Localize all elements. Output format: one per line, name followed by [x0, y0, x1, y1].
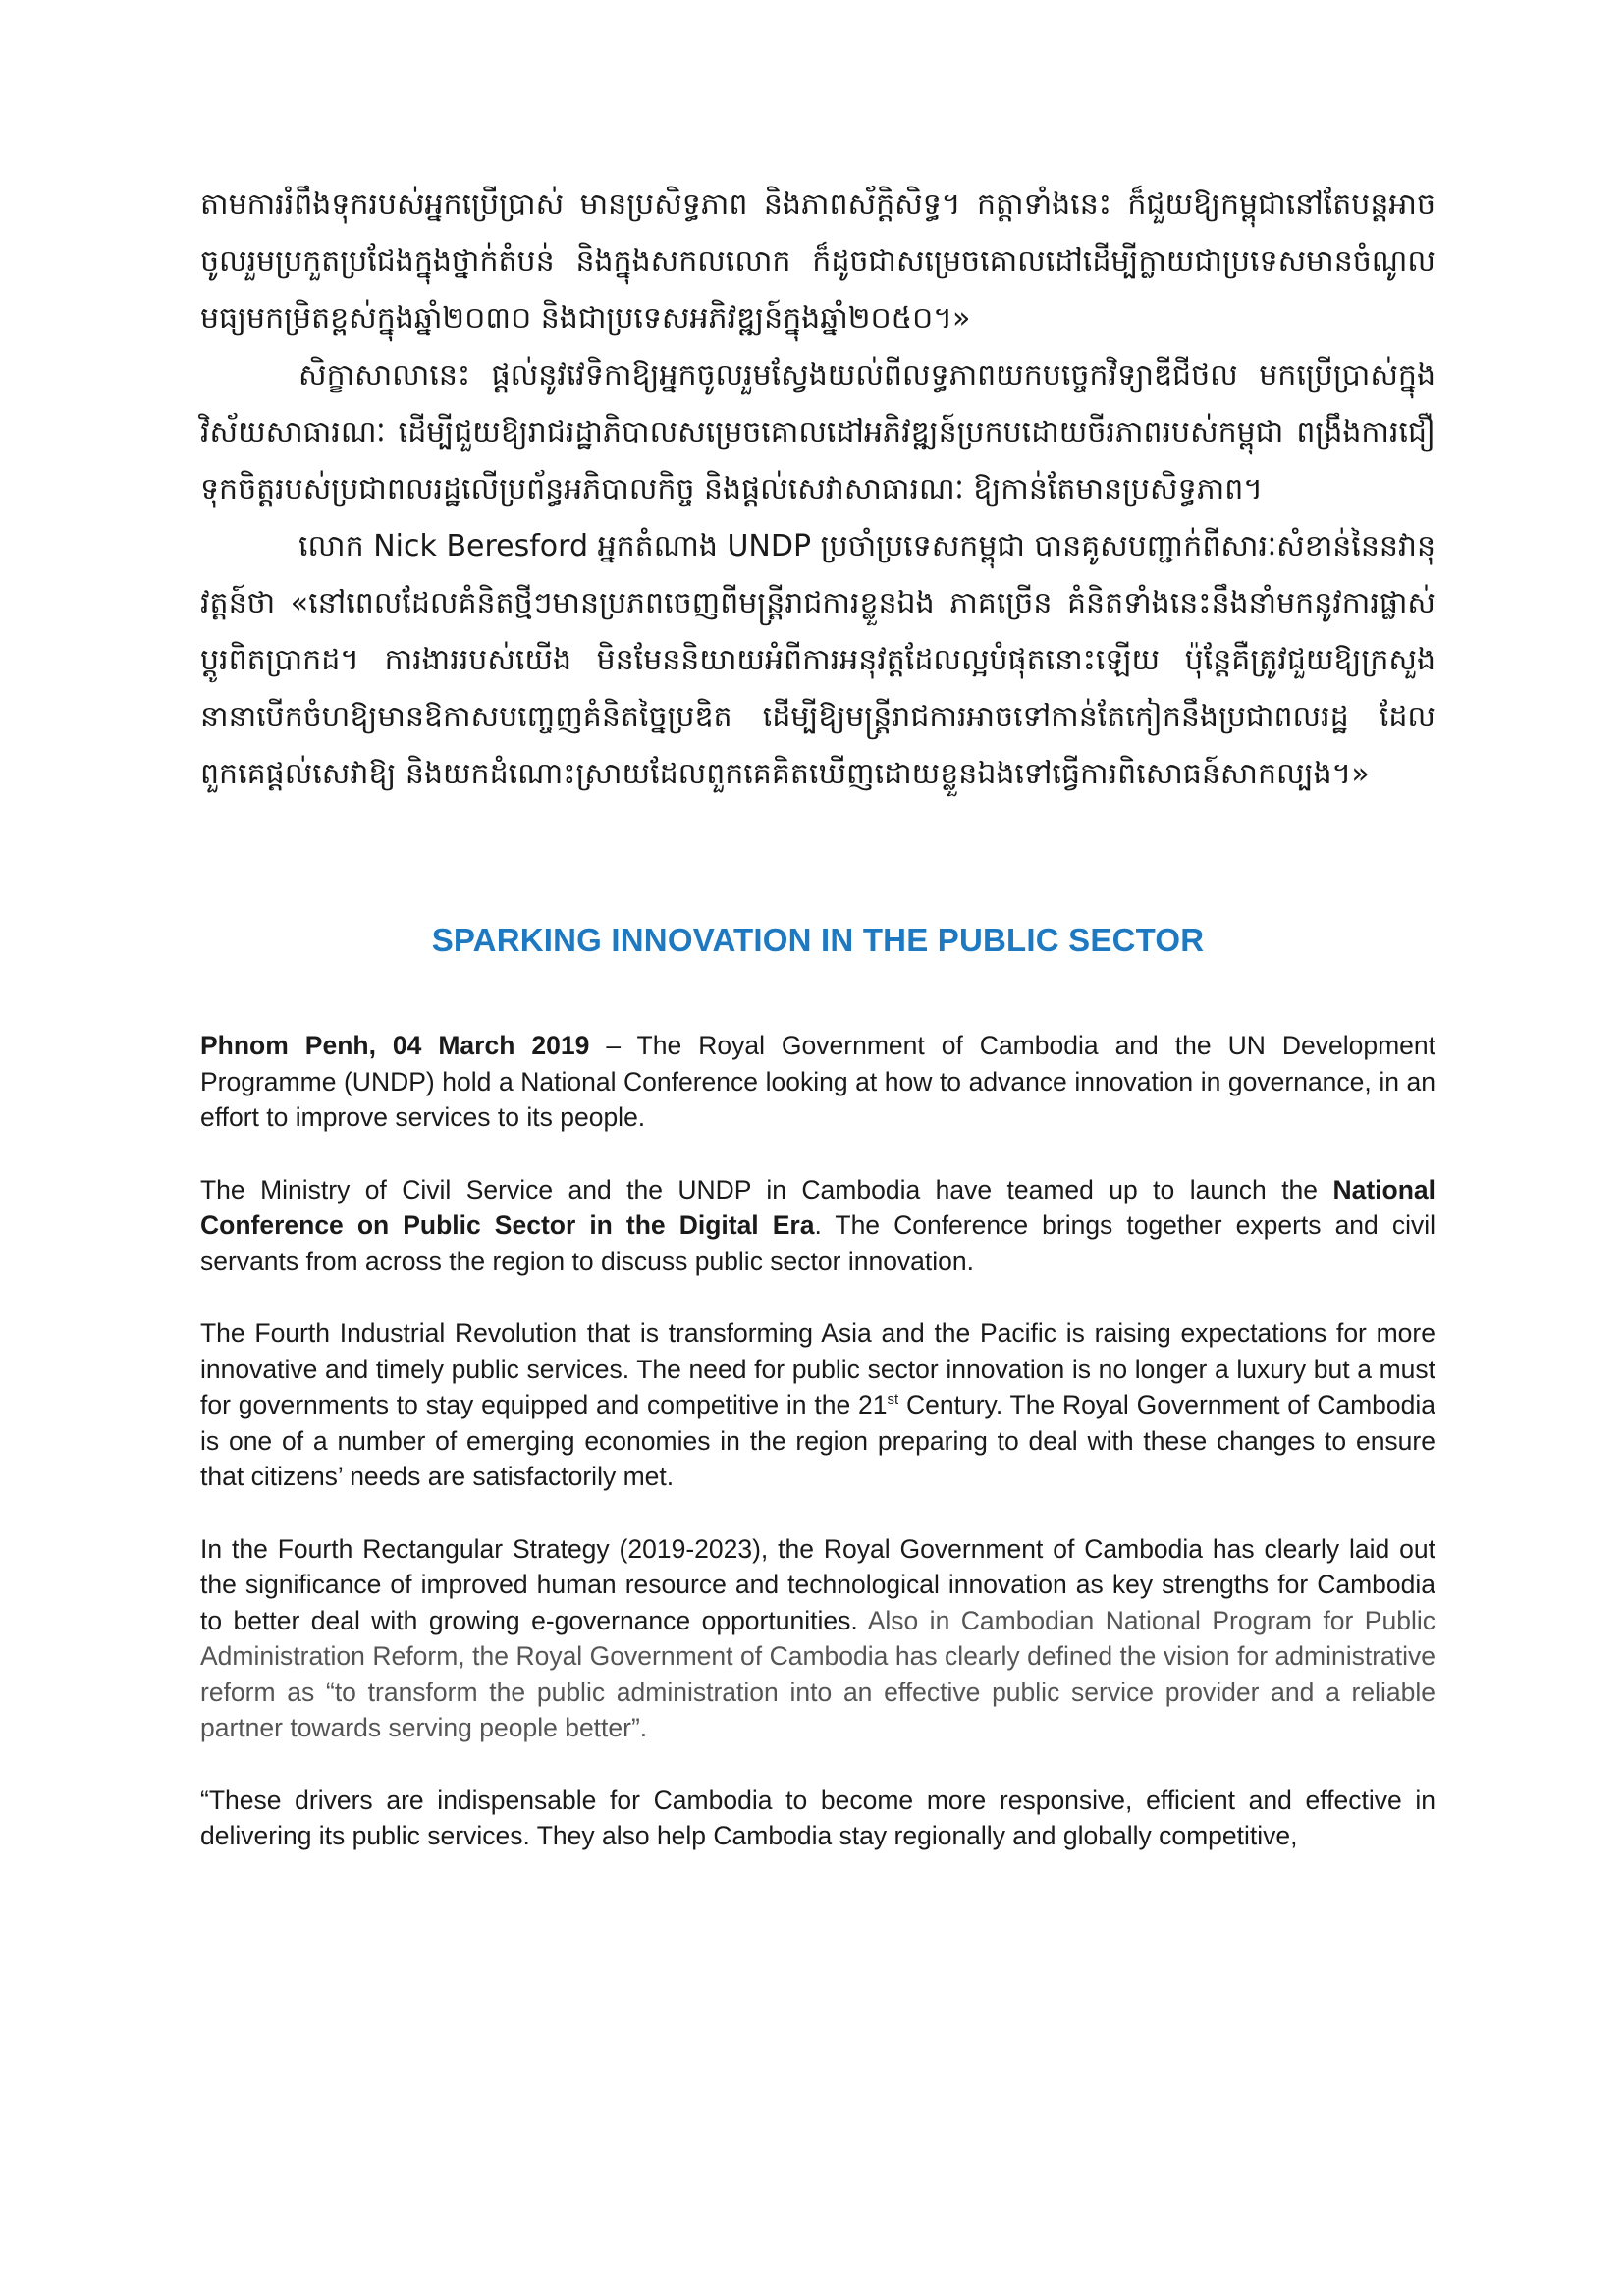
english-paragraph-2 [200, 1172, 1435, 1280]
paragraph-2-text-b: . The Conference brings together experts and civil servants from across the region to discuss public sector innovation. [200, 1210, 1435, 1276]
paragraph-2-text-a: The Ministry of Civil Service and the UNDP in Cambodia have teamed up to launch the [200, 1174, 1333, 1204]
ordinal-suffix: st [887, 1391, 899, 1409]
english-paragraph-3 [200, 1315, 1435, 1495]
page-content [200, 177, 1435, 1891]
dateline: Phnom Penh, 04 March 2019 [200, 1031, 590, 1060]
english-paragraph-4 [200, 1531, 1435, 1746]
khmer-paragraph-2: សិក្ខាសាលានេះ ផ្តល់នូវវេទិកាឱ្យអ្នកចូលរួមស្វែងយល់ពីលទ្ធភាពយកបច្ចេកវិទ្យាឌីជីថល មកប្រើប្រាស់ក្នុងវិស័យសាធារណៈ ដើម្បីជួយឱ្យរាជរដ្ឋាភិបាលសម្រេចគោលដៅអភិវឌ្ឍន៍ប្រកបដោយចីរភាពរបស់កម្ពុជា ពង្រឹងការជឿទុកចិត្តរបស់ប្រជាពលរដ្ឋលើប្រព័ន្ធអភិបាលកិច្ច និងផ្តល់សេវាសាធារណៈ ឱ្យកាន់តែមានប្រសិទ្ធភាព។ [200, 358, 1435, 507]
paragraph-1-text: – The Royal Government of Cambodia and the UN Development Programme (UNDP) hold a National Conference looking at how to advance innovation in governance, in an effort to improve services to its people. [200, 1031, 1435, 1132]
paragraph-3-text-a: The Fourth Industrial Revolution that is transforming Asia and the Pacific is raising expectations for more innovative and timely public services. The need for public sector innovation is no longer a luxury but a must for governments to stay equipped and competitive in the 21 [200, 1318, 1435, 1419]
english-paragraph-1 [200, 1028, 1435, 1136]
headline: SPARKING INNOVATION IN THE PUBLIC SECTOR [431, 922, 1205, 958]
khmer-paragraph-3: លោក Nick Beresford អ្នកតំណាង UNDP ប្រចាំប្រទេសកម្ពុជា បានគូសបញ្ជាក់ពីសារៈសំខាន់នៃនវានុវត្តន៍ថា «នៅពេលដែលគំនិតថ្មីៗមានប្រភពចេញពីមន្ត្រីរាជការខ្លួនឯង ភាគច្រើន គំនិតទាំងនេះនឹងនាំមកនូវការផ្លាស់ប្តូរពិតប្រាកដ។ ការងាររបស់យើង មិនមែននិយាយអំពីការអនុវត្តដែលល្អបំផុតនោះឡើយ ប៉ុន្តែគឺត្រូវជួយឱ្យក្រសួងនានាបើកចំហឱ្យមានឱកាសបញ្ចេញគំនិតច្នៃប្រឌិត ដើម្បីឱ្យមន្ត្រីរាជការអាចទៅកាន់តែកៀកនឹងប្រជាពលរដ្ឋ ដែលពួកគេផ្តល់សេវាឱ្យ និងយកដំណោះស្រាយដែលពួកគេគិតឃើញដោយខ្លួនឯងទៅធ្វើការពិសោធន៍សាកល្បង។» [200, 529, 1435, 791]
paragraph-4-gray-text: Also in Cambodian National Program for Public Administration Reform, the Royal Government of Cambodia has clearly defined the vision for administrative reform as “to transform the public administration into an effective public service provider and a reliable partner towards serving people better”. [200, 1605, 1435, 1742]
paragraph-3-text-b: Century. The Royal Government of Cambodia is one of a number of emerging economies in the region preparing to deal with these changes to ensure that citizens’ needs are satisfactorily met. [200, 1390, 1435, 1491]
khmer-paragraph-1: តាមការរំពឹងទុករបស់អ្នកប្រើប្រាស់ មានប្រសិទ្ធភាព និងភាពស័ក្តិសិទ្ធ។ កត្តាទាំងនេះ ក៏ជួយឱ្យកម្ពុជានៅតែបន្តអាចចូលរួមប្រកួតប្រជែងក្នុងថ្នាក់តំបន់ និងក្នុងសកលលោក ក៏ដូចជាសម្រេចគោលដៅដើម្បីក្លាយជាប្រទេសមានចំណូលមធ្យមកម្រិតខ្ពស់ក្នុងឆ្នាំ២០៣០ និងជាប្រទេសអភិវឌ្ឍន៍ក្នុងឆ្នាំ២០៥០។» [200, 187, 1435, 336]
conference-name: National Conference on Public Sector in the Digital Era [200, 1174, 1435, 1240]
paragraph-4-text-a: In the Fourth Rectangular Strategy (2019-2023), the Royal Government of Cambodia has clearly laid out the significance of improved human resource and technological innovation as key strengths for Cambodia to better deal with growing e-governance opportunities. [200, 1533, 1435, 1635]
english-paragraph-5: “These drivers are indispensable for Cambodia to become more responsive, efficient and effective in delivering its public services. They also help Cambodia stay regionally and globally competitive, [200, 1785, 1435, 1850]
